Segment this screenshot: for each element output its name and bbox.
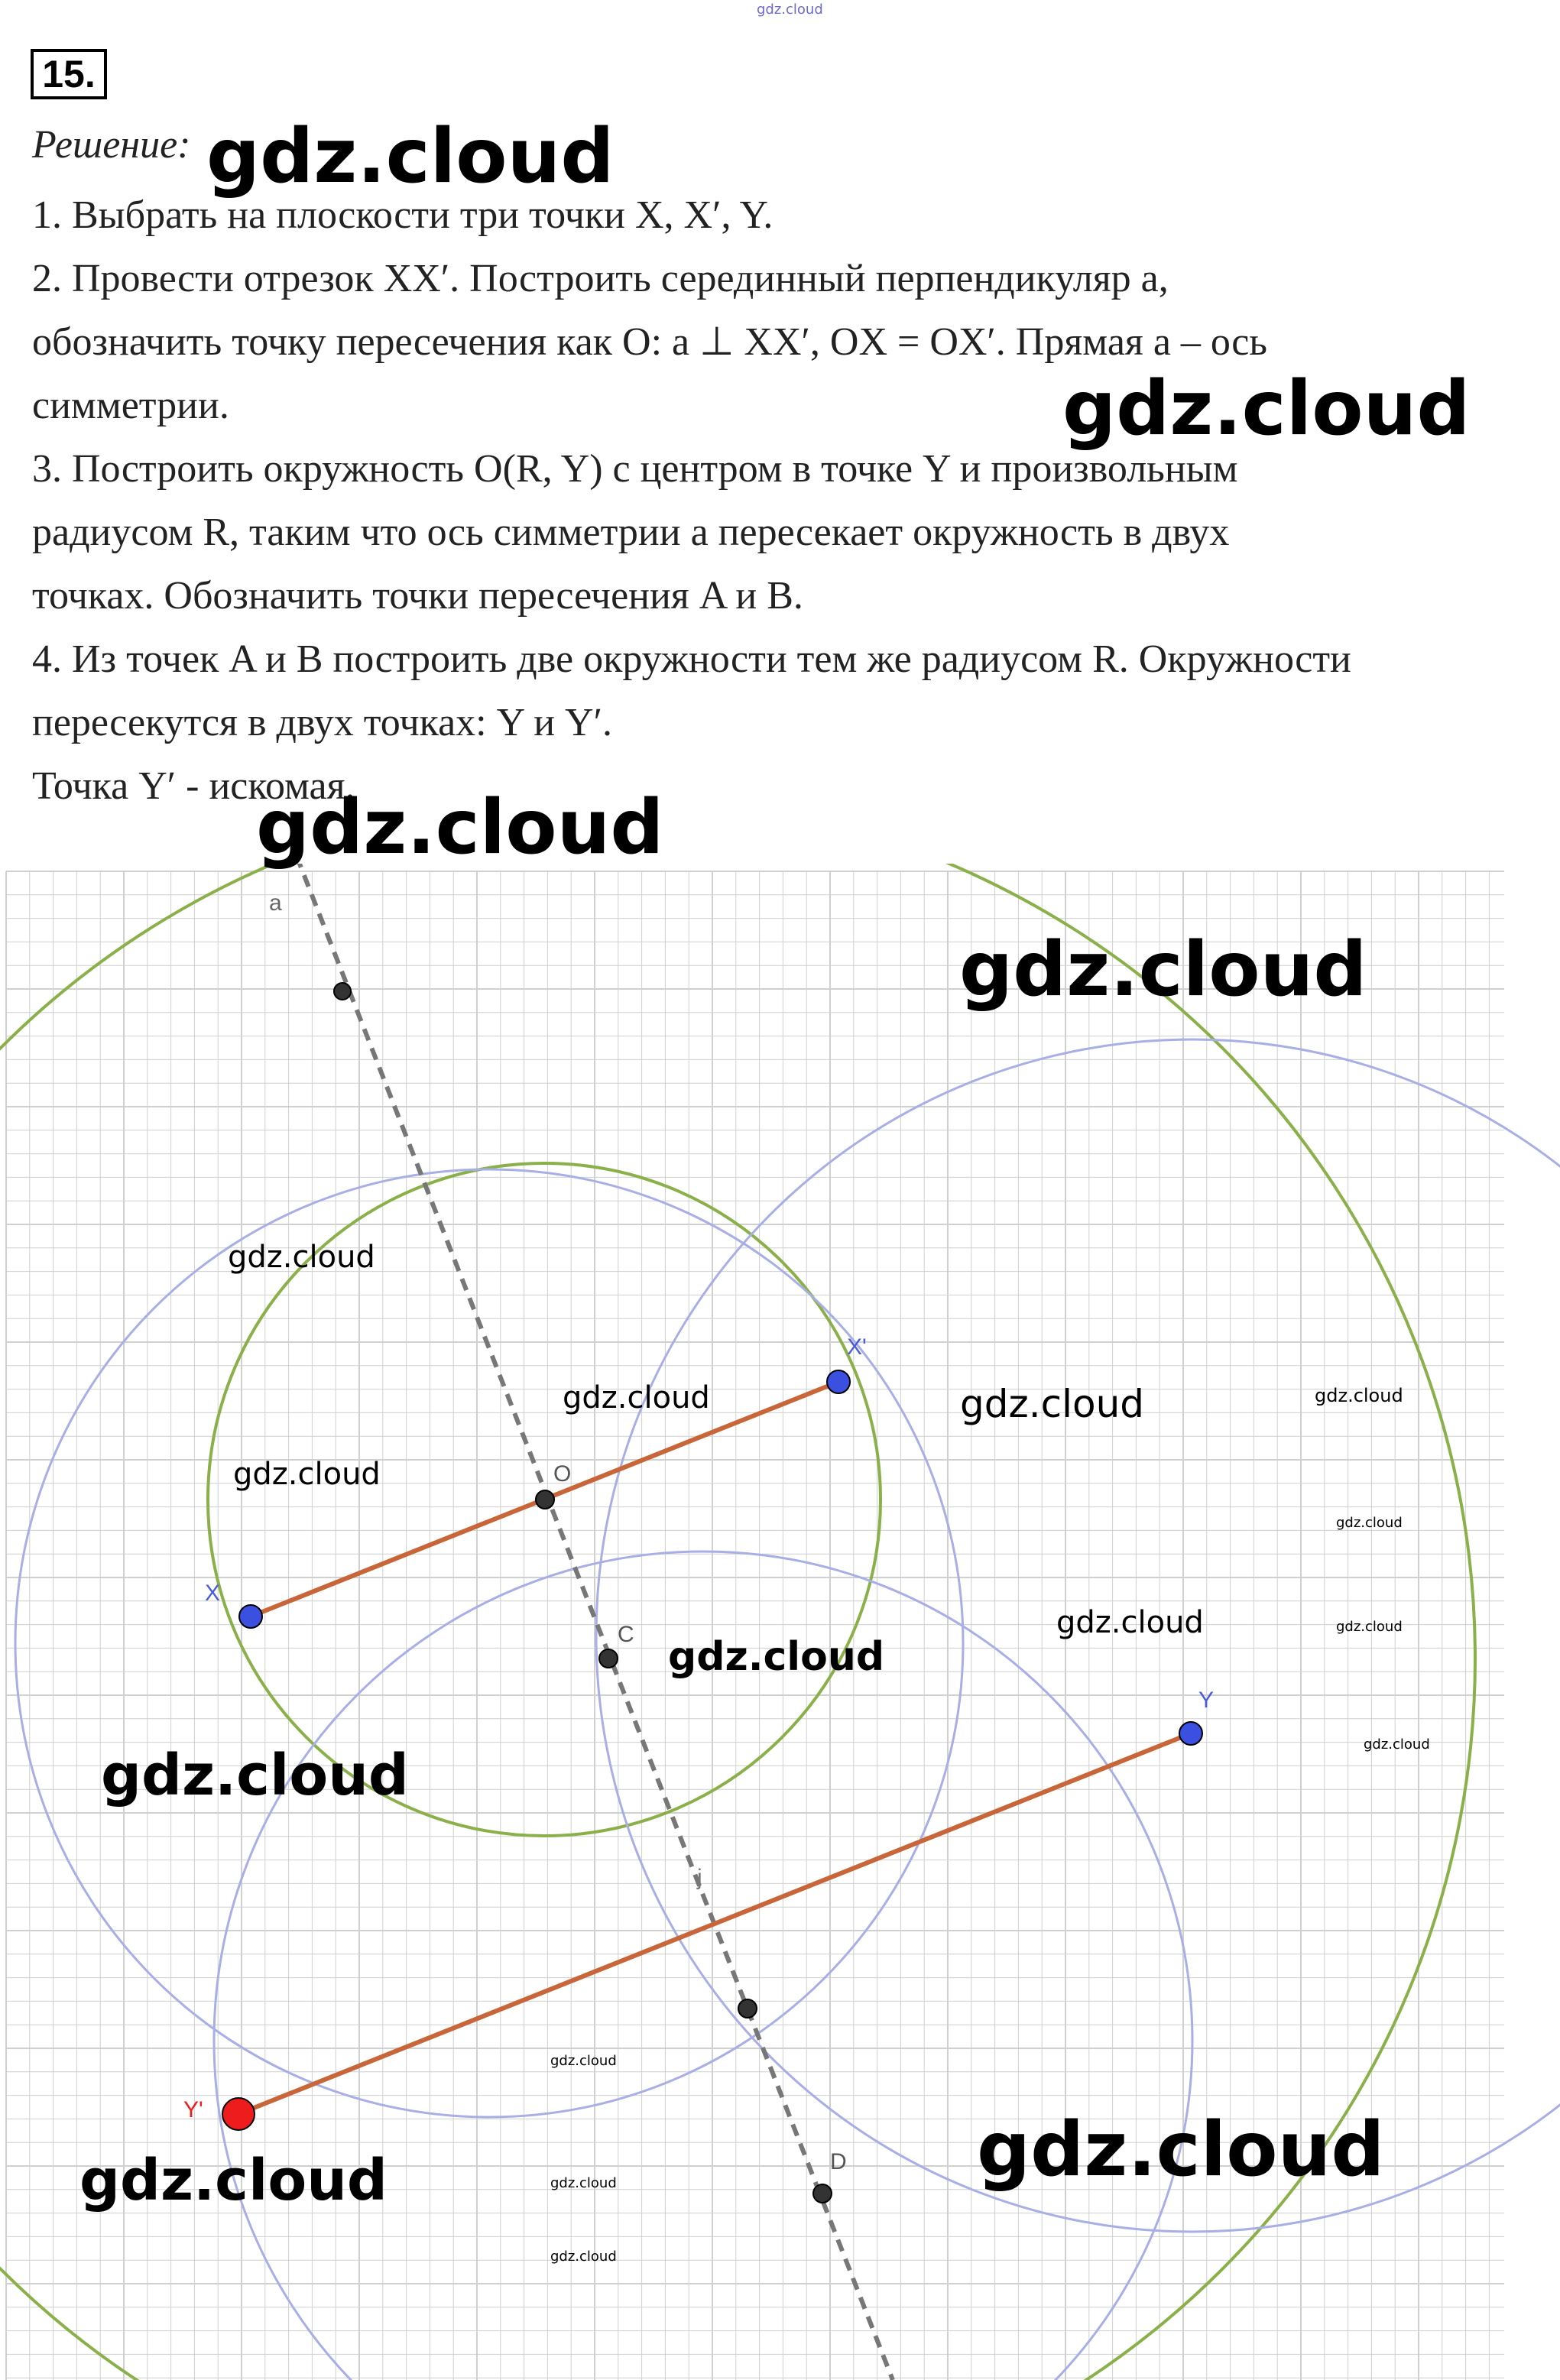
solution-label: Решение: xyxy=(32,123,191,167)
blue-circle-center-D xyxy=(214,1552,1192,2380)
watermark: gdz.cloud xyxy=(757,2,823,18)
solution-line: 1. Выбрать на плоскости три точки X, X′, Y. xyxy=(32,193,774,237)
watermark: gdz.cloud xyxy=(228,1240,375,1275)
watermark: gdz.cloud xyxy=(1056,1605,1204,1640)
point-O xyxy=(536,1490,554,1509)
label-C: C xyxy=(618,1622,634,1647)
problem-number: 15. xyxy=(31,49,107,99)
solution-line: Точка Y′ - искомая. xyxy=(32,764,355,808)
construction-diagram xyxy=(0,864,1560,2380)
point-X xyxy=(239,1605,262,1628)
point-Y xyxy=(1179,1722,1202,1745)
watermark: gdz.cloud xyxy=(1062,365,1471,452)
label-j: j xyxy=(697,1865,702,1890)
point-D xyxy=(813,2184,832,2203)
watermark: gdz.cloud xyxy=(550,2249,617,2265)
label-Y: Y xyxy=(1198,1688,1215,1713)
point-Y-prime xyxy=(222,2098,255,2130)
watermark: gdz.cloud xyxy=(960,1382,1145,1426)
label-O: O xyxy=(553,1461,572,1487)
solution-line: 4. Из точек A и B построить две окружности тем же радиусом R. Окружности xyxy=(32,637,1351,681)
watermark: gdz.cloud xyxy=(1364,1736,1430,1753)
solution-text xyxy=(32,183,1538,818)
label-D: D xyxy=(830,2149,847,2174)
watermark: gdz.cloud xyxy=(101,1743,409,1808)
blue-circle-center-X xyxy=(15,1169,963,2117)
point-top-intersection xyxy=(334,983,351,1000)
watermark: gdz.cloud xyxy=(1336,1515,1403,1531)
watermark: gdz.cloud xyxy=(1315,1385,1403,1406)
watermark: gdz.cloud xyxy=(550,2053,617,2069)
watermark: gdz.cloud xyxy=(206,113,615,200)
solution-line: обозначить точку пересечения как O: a ⊥ XX′, OX = OX′. Прямая a – ось xyxy=(32,320,1267,364)
solution-line: 3. Построить окружность O(R, Y) с центром в точке Y и произвольным xyxy=(32,447,1238,491)
watermark: gdz.cloud xyxy=(563,1380,710,1415)
watermark: gdz.cloud xyxy=(959,926,1367,1013)
watermark: gdz.cloud xyxy=(256,784,664,871)
watermark: gdz.cloud xyxy=(79,2148,388,2213)
solution-line: пересекутся в двух точках: Y и Y′. xyxy=(32,701,612,744)
point-bottom-intersection xyxy=(738,1999,757,2018)
watermark: gdz.cloud xyxy=(1336,1619,1403,1635)
point-X-prime xyxy=(827,1370,850,1393)
solution-line: 2. Провести отрезок XX′. Построить серединный перпендикуляр a, xyxy=(32,257,1169,300)
solution-line: радиусом R, таким что ось симметрии a пересекает окружность в двух xyxy=(32,511,1230,554)
watermark: gdz.cloud xyxy=(550,2175,617,2191)
label-X: X xyxy=(205,1581,221,1606)
watermark: gdz.cloud xyxy=(233,1457,381,1492)
watermark: gdz.cloud xyxy=(668,1634,885,1680)
solution-line: симметрии. xyxy=(32,384,229,427)
blue-circle-center-Y xyxy=(596,1039,1560,2232)
point-C xyxy=(599,1649,618,1668)
label-Y-prime: Y' xyxy=(183,2097,203,2122)
watermark: gdz.cloud xyxy=(977,2106,1385,2194)
label-a: a xyxy=(269,890,282,916)
solution-line: точках. Обозначить точки пересечения A и B. xyxy=(32,574,803,618)
label-X-prime: X' xyxy=(847,1334,867,1360)
